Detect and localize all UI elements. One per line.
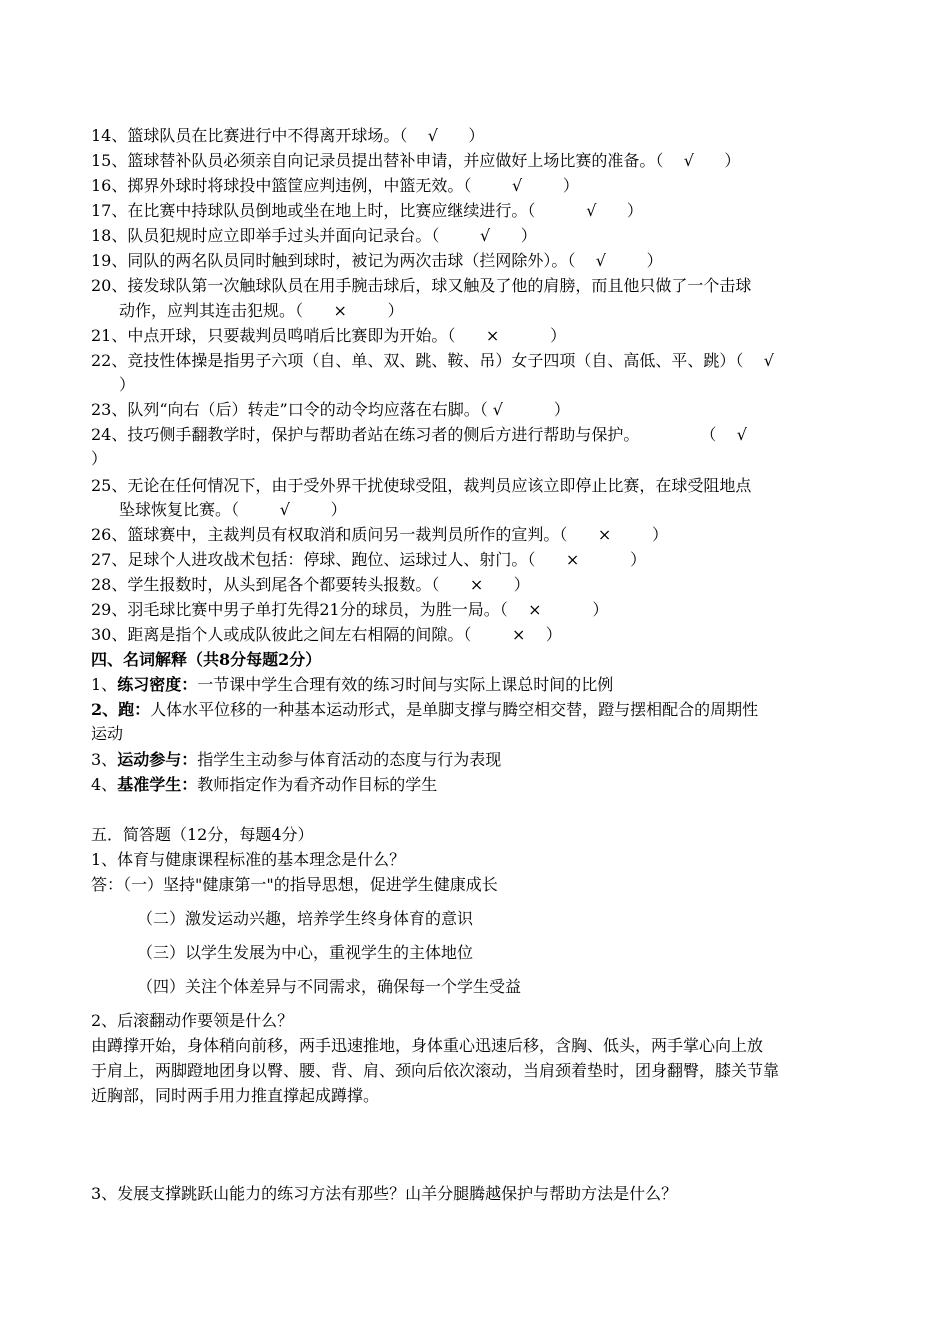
term-4 (91, 775, 861, 795)
answer-1-line-3: （三）以学生发展为中心，重视学生的主体地位 (137, 943, 474, 962)
judgement-item-15: 15、篮球替补队员必须亲自向记录员提出替补申请，并应做好上场比赛的准备。（ √ ） (91, 151, 741, 170)
term-2-cont: 运动 (91, 724, 124, 743)
term-4-def: 教师指定作为看齐动作目标的学生 (197, 775, 438, 794)
answer-2-line-3: 近胸部，同时两手用力推直撑起成蹲撑。 (91, 1086, 380, 1105)
term-3 (91, 750, 861, 770)
answer-1-line-2: （二）激发运动兴趣，培养学生终身体育的意识 (137, 909, 474, 928)
section-4-heading: 四、名词解释（共8分每题2分） (91, 650, 322, 669)
judgement-item-23: 23、队列“向右（后）转走”口令的动令均应落在右脚。（ √ ） (91, 400, 570, 419)
term-3-def: 指学生主动参与体育活动的态度与行为表现 (197, 750, 502, 769)
answer-2-line-2: 于肩上，两脚蹬地团身以臀、腰、背、肩、颈向后依次滚动，当肩颈着垫时，团身翻臀，膝关节靠 (91, 1061, 780, 1080)
judgement-item-17: 17、在比赛中持球队员倒地或坐在地上时，比赛应继续进行。（ √ ） (91, 201, 643, 220)
term-2 (91, 700, 861, 720)
judgement-item-16: 16、掷界外球时将球投中篮筐应判违例，中篮无效。（ √ ） (91, 176, 579, 195)
judgement-item-18: 18、队员犯规时应立即举手过头并面向记录台。（ √ ） (91, 226, 537, 245)
term-4-label: 基准学生： (117, 775, 198, 794)
judgement-item-24-cont: ） (91, 449, 108, 468)
judgement-item-19: 19、同队的两名队员同时触到球时，被记为两次击球（拦网除外）。（ √ ） (91, 251, 663, 270)
judgement-item-29: 29、羽毛球比赛中男子单打先得21分的球员，为胜一局。（ × ） (91, 600, 609, 619)
term-2-label: 跑： (118, 700, 151, 719)
judgement-item-22-cont: ） (119, 375, 136, 394)
judgement-item-24: 24、技巧侧手翻教学时，保护与帮助者站在练习者的侧后方进行帮助与保护。 （ √ (91, 425, 747, 444)
answer-1-line-1: 答：（一）坚持"健康第一"的指导思想，促进学生健康成长 (91, 875, 498, 894)
judgement-item-20: 20、接发球队第一次触球队员在用手腕击球后，球又触及了他的肩膀，而且他只做了一个击球 (91, 276, 752, 295)
term-2-def: 人体水平位移的一种基本运动形式，是单脚支撑与腾空相交替，蹬与摆相配合的周期性 (150, 700, 759, 719)
term-1-num: 1、 (91, 675, 118, 694)
term-3-num: 3、 (91, 750, 118, 769)
judgement-item-28: 28、学生报数时，从头到尾各个都要转头报数。（ × ） (91, 575, 530, 594)
judgement-item-20-cont: 动作，应判其连击犯规。（ × ） (119, 301, 404, 320)
question-1: 1、体育与健康课程标准的基本理念是什么？ (91, 850, 406, 869)
judgement-item-22: 22、竞技性体操是指男子六项（自、单、双、跳、鞍、吊）女子四项（自、高低、平、跳）（ √ (91, 351, 774, 370)
answer-2-line-1: 由蹲撑开始，身体稍向前移，两手迅速推地，身体重心迅速后移，含胸、低头，两手掌心向上放 (91, 1036, 764, 1055)
judgement-item-30: 30、距离是指个人或成队彼此之间左右相隔的间隙。（ × ） (91, 625, 562, 644)
judgement-item-14: 14、篮球队员在比赛进行中不得离开球场。（ √ ） (91, 126, 485, 145)
term-1 (91, 675, 861, 695)
judgement-item-25-cont: 坠球恢复比赛。（ √ ） (119, 500, 347, 519)
judgement-item-27: 27、足球个人进攻战术包括：停球、跑位、运球过人、射门。（ × ） (91, 550, 647, 569)
term-3-label: 运动参与： (117, 750, 198, 769)
term-1-label: 练习密度： (117, 675, 198, 694)
judgement-item-21: 21、中点开球，只要裁判员鸣哨后比赛即为开始。（ × ） (91, 326, 567, 345)
term-2-num: 2、 (91, 700, 119, 719)
judgement-item-25: 25、无论在任何情况下，由于受外界干扰使球受阻，裁判员应该立即停止比赛，在球受阻地点 (91, 476, 752, 495)
section-5-heading: 五．简答题（12分，每题4分） (91, 825, 314, 844)
term-1-def: 一节课中学生合理有效的练习时间与实际上课总时间的比例 (197, 675, 614, 694)
term-4-num: 4、 (91, 775, 118, 794)
question-3: 3、发展支撑跳跃山能力的练习方法有那些？山羊分腿腾越保护与帮助方法是什么？ (91, 1184, 678, 1203)
judgement-item-26: 26、篮球赛中，主裁判员有权取消和质问另一裁判员所作的宣判。（ × ） (91, 525, 668, 544)
question-2: 2、后滚翻动作要领是什么？ (91, 1011, 294, 1030)
answer-1-line-4: （四）关注个体差异与不同需求，确保每一个学生受益 (137, 977, 522, 996)
